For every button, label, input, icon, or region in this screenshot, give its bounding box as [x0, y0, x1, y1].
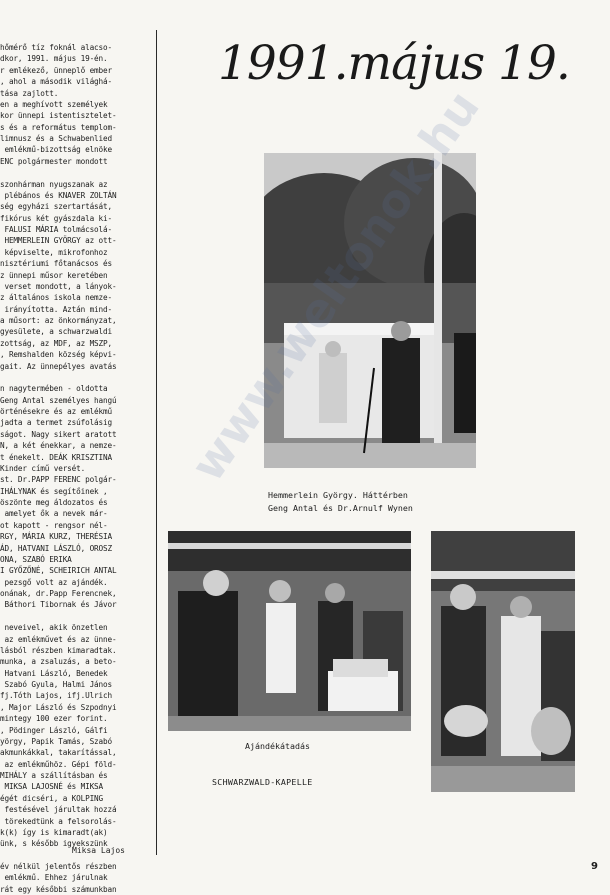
photo1-caption-line2: Geng Antal és Dr.Arnulf Wynen	[268, 503, 413, 513]
text-line: hőmérő tíz foknál alacso-	[0, 43, 112, 52]
text-line: dkor, 1991. május 19-én.	[0, 54, 108, 64]
text-line: RGY, MÁRIA KURZ, THERÉSIA	[0, 532, 112, 542]
text-line: z ünnepi műsor keretében	[0, 270, 108, 280]
text-line: a műsort: az önkormányzat,	[0, 316, 117, 325]
text-line: zottság, az MDF, az MSZP,	[0, 338, 112, 348]
text-line: plébános és KNAVER ZOLTÁN	[0, 190, 117, 200]
text-line: , ahol a második világhá-	[0, 77, 112, 87]
photo3-caption: SCHWARZWALD-KAPELLE	[212, 777, 313, 787]
text-line: pezsgő volt az ajándék.	[0, 577, 108, 587]
text-line: z általános iskola nemze-	[0, 293, 112, 303]
text-line: év nélkül jelentős részben	[0, 862, 117, 871]
text-line: Hatvani László, Benedek	[0, 668, 108, 678]
text-line: IHÁLYNAK és segítőinek ,	[0, 486, 108, 496]
text-line: az emlékműhöz. Gépi föld-	[0, 759, 117, 769]
text-line	[0, 167, 152, 178]
text-line: FALUSI MÁRIA tolmácsolá-	[0, 225, 112, 234]
photo-schwarzwald-band	[431, 531, 575, 792]
text-line: ot kapott - rengsor nél-	[0, 520, 108, 530]
text-line: gyesülete, a schwarzwaldi	[0, 327, 112, 337]
text-line: irányította. Aztán mind-	[0, 304, 112, 314]
photo-memorial-speech	[264, 153, 476, 468]
text-line: ÁD, HATVANI LÁSZLÓ, OROSZ	[0, 543, 112, 553]
text-line: , Remshalden község képvi-	[0, 350, 117, 360]
text-line: yörgy, Papik Tamás, Szabó	[0, 736, 112, 746]
text-line: verset mondott, a lányok-	[0, 281, 117, 291]
text-line: Szabó Gyula, Halmi János	[0, 680, 112, 689]
text-line: ENC polgármester mondott	[0, 156, 108, 166]
text-line: , Pödinger László, Gálfi	[0, 725, 108, 735]
text-line: N, a két énekkar, a nemze-	[0, 441, 117, 451]
text-line: fj.Tóth Lajos, ifj.Ulrich	[0, 691, 112, 701]
article-text-column	[0, 42, 152, 895]
text-line	[0, 372, 152, 383]
text-line: st. Dr.PAPP FERENC polgár-	[0, 475, 117, 485]
text-line: onának, dr.Papp Ferencnek,	[0, 589, 117, 598]
text-line: ONA, SZABÓ ERIKA	[0, 554, 72, 564]
text-line: fikórus két gyászdala ki-	[0, 213, 112, 223]
text-line: ünk, s később igyekszünk	[0, 839, 108, 849]
text-line: lásból részben kimaradtak.	[0, 645, 117, 655]
text-line: tása zajlott.	[0, 88, 59, 98]
text-line: rát egy későbbi számunkban	[0, 884, 117, 894]
text-line: szonhárman nyugszanak az	[0, 179, 108, 189]
text-line: képviselte, mikrofonhoz	[0, 247, 108, 257]
text-line: , Major László és Szpodnyi	[0, 702, 117, 712]
text-line: festésével járultak hozzá	[0, 805, 117, 815]
text-line: Kinder című versét.	[0, 463, 86, 473]
text-line: gait. Az ünnepélyes avatás	[0, 361, 117, 371]
text-line: akmunkákkal, takarítással,	[0, 748, 117, 758]
page-number: 9	[591, 861, 598, 872]
column-divider	[156, 30, 157, 855]
text-line: en a meghívott személyek	[0, 99, 108, 109]
text-line: n nagytermében - oldotta	[0, 384, 108, 394]
text-line: örténésekre és az emlékmű	[0, 407, 112, 416]
text-line: jadta a termet zsúfolásig	[0, 418, 112, 428]
text-line: t énekelt. DEÁK KRISZTINA	[0, 452, 112, 462]
text-line	[0, 611, 152, 622]
text-line: az emlékművet és az ünne-	[0, 634, 117, 644]
text-line: Geng Antal személyes hangú	[0, 395, 117, 405]
photo1-caption-line1: Hemmerlein György. Háttérben	[268, 490, 408, 500]
text-line: MIKSA LAJOSNÉ és MIKSA	[0, 782, 104, 792]
page-headline: 1991.május 19.	[218, 36, 570, 91]
text-line: neveivel, akik önzetlen	[0, 623, 108, 633]
text-line: nisztériumi főtanácsos és	[0, 259, 112, 269]
text-line: s és a református templom-	[0, 122, 117, 132]
text-line: limnusz és a Schwabenlied	[0, 134, 112, 143]
text-line: ságot. Nagy sikert aratott	[0, 429, 117, 439]
photo2-caption: Ajándékátadás	[245, 741, 310, 751]
text-line: amelyet ők a nevek már-	[0, 509, 108, 519]
text-line: MIHÁLY a szállításban és	[0, 771, 108, 780]
text-line: égét dicséri, a KOLPING	[0, 793, 104, 803]
text-line: Báthori Tibornak és Jávor	[0, 600, 117, 610]
text-line: törekedtünk a felsorolás-	[0, 816, 117, 826]
text-line: mintegy 100 ezer forint.	[0, 714, 108, 724]
text-line: emlékmű-bizottság elnöke	[0, 145, 112, 155]
text-line: I GYŐZŐNÉ, SCHEIRICH ANTAL	[0, 566, 117, 576]
text-line: ség egyházi szertartását,	[0, 202, 112, 212]
text-line: r emlékező, ünneplő ember	[0, 65, 112, 75]
text-line: munka, a zsaluzás, a beto-	[0, 657, 117, 667]
text-line: kor ünnepi istentisztelet-	[0, 111, 117, 121]
author-signature: Miksa Lajos	[72, 846, 125, 855]
text-line: k(k) így is kimaradt(ak)	[0, 827, 108, 837]
text-line: öszönte meg áldozatos és	[0, 498, 108, 507]
text-line: emlékmű. Ehhez járulnak	[0, 873, 108, 883]
text-line: HEMMERLEIN GYÖRGY az ott-	[0, 236, 117, 246]
photo-gift-giving	[168, 531, 411, 731]
